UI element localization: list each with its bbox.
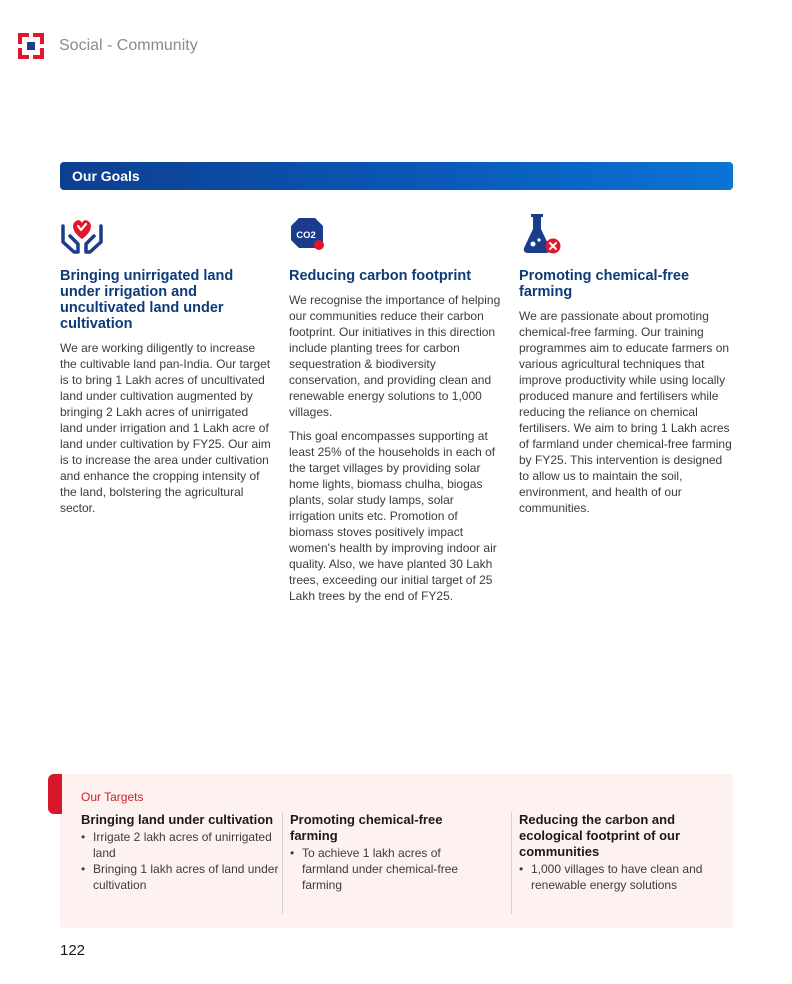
target-title: Promoting chemical-free farming (290, 812, 443, 843)
target-title: Bringing land under cultivation (81, 812, 274, 827)
target-divider (511, 812, 512, 914)
list-item: • To achieve 1 lakh acres of farmland under chemical-free farming (290, 845, 490, 893)
goal-paragraph: We are working diligently to increase the cultivable land pan-India. Our target is to bring 1 Lakh acres of uncultivated land under cultivation augmented by bringing 2 Lakh acres of unirrigated land under irrigation and 1 Lakh acre of land under cultivation by FY25. Our aim is to increase the area under cultivation and enhance the cropping intensity of the land, bolstering the agricultural sector. (60, 341, 271, 515)
target-list (290, 845, 490, 893)
goals-heading: Our Goals (72, 168, 140, 184)
goal-paragraph: This goal encompasses supporting at least 25% of the households in each of the target villages by providing solar home lights, biomass chulha, biogas plants, solar study lamps, solar irrigation units etc. Promotion of biomass stoves positively impact women's health by improving indoor air quality. Also, we have planted 30 Lakh trees, exceeding our initial target of 25 Lakh trees by the end of FY25. (289, 429, 497, 603)
target-list (519, 861, 719, 893)
target-column-chemical-free (290, 812, 490, 893)
target-column-cultivation (81, 812, 281, 893)
goal-column-carbon (289, 212, 503, 612)
goal-title: Reducing carbon footprint (289, 268, 472, 284)
goal-paragraph: We are passionate about promoting chemical-free farming. Our training programmes aim to educate farmers on various agricultural techniques that improve productivity while using locally produced manure and fertilisers while reducing the reliance on chemical fertilisers. We aim to bring 1 Lakh acres of farmland under chemical-free farming by FY25. This intervention is designed to allow us to maintain the soil, environment, and health of our communities. (519, 309, 732, 515)
goal-paragraph: We recognise the importance of helping our communities reduce their carbon footprint. Our initiatives in this direction include planting trees for carbon sequestration & biodiversity conservation, and providing clean and renewable energy solutions to 1,000 villages. (289, 293, 501, 419)
section-title: Social - Community (59, 37, 198, 54)
target-list (81, 829, 281, 893)
flask-cross-icon (519, 212, 563, 256)
goals-heading-bar (60, 162, 733, 190)
co2-icon (289, 212, 333, 256)
target-divider (282, 812, 283, 914)
list-item: • Irrigate 2 lakh acres of unirrigated land (81, 829, 281, 861)
targets-accent-tab (48, 774, 62, 814)
target-column-carbon (519, 812, 719, 893)
page-header (18, 32, 198, 60)
goal-title: Bringing unirrigated land under irrigation and uncultivated land under cultivation (60, 268, 234, 332)
target-title: Reducing the carbon and ecological footprint of our communities (519, 812, 681, 859)
goal-column-chemical-free (519, 212, 733, 524)
hands-heart-icon (60, 212, 104, 256)
page-number: 122 (60, 942, 86, 959)
goal-title: Promoting chemical-free farming (519, 268, 690, 300)
list-item: • 1,000 villages to have clean and renewable energy solutions (519, 861, 719, 893)
targets-label: Our Targets (81, 790, 144, 804)
brand-logo (18, 33, 44, 59)
svg-text:CO2: CO2 (296, 230, 316, 241)
list-item: • Bringing 1 lakh acres of land under cultivation (81, 861, 281, 893)
goal-column-irrigation (60, 212, 274, 524)
